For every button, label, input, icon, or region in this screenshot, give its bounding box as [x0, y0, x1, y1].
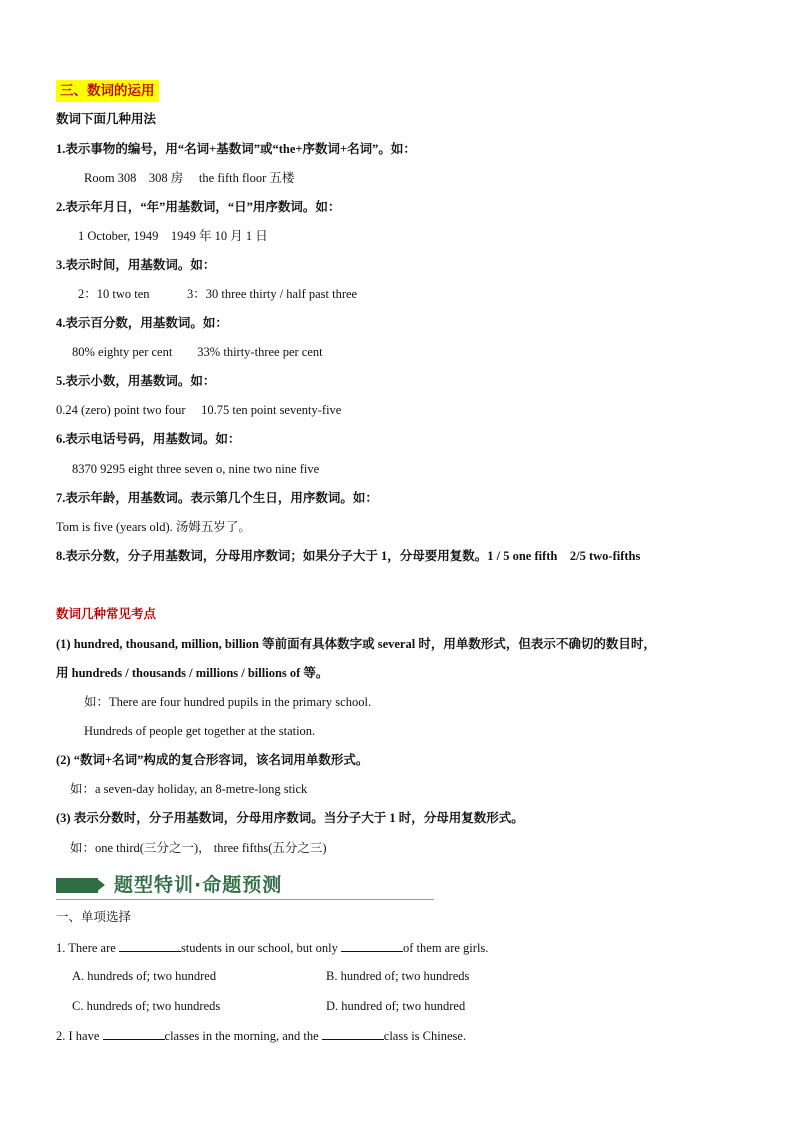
section-banner	[56, 872, 434, 902]
question-1-option-b[interactable]: B. hundred of; two hundreds	[326, 969, 470, 983]
section-title: 三、数词的运用	[56, 80, 159, 102]
question-1-option-a[interactable]: A. hundreds of; two hundred	[72, 969, 217, 983]
usage-5-example: 0.24 (zero) point two four 10.75 ten point seventy-five	[56, 403, 342, 417]
usage-6-title: 6.表示电话号码，用基数词。如：	[56, 432, 241, 446]
usage-1-title: 1.表示事物的编号，用“名词+基数词”或“the+序数词+名词”。如：	[56, 142, 416, 156]
answer-blank[interactable]	[119, 939, 181, 952]
question-2-part-b: classes in the morning, and the	[164, 1029, 322, 1043]
answer-blank[interactable]	[103, 1027, 165, 1040]
banner-bar	[56, 878, 98, 893]
usage-4-example: 80% eighty per cent 33% thirty-three per cent	[72, 345, 323, 359]
banner-chevron	[96, 878, 105, 892]
usage-3-title: 3.表示时间，用基数词。如：	[56, 258, 216, 272]
question-2	[56, 1027, 466, 1044]
usage-4-title: 4.表示百分数，用基数词。如：	[56, 316, 228, 330]
question-1-part-a: 1. There are	[56, 941, 119, 955]
banner-rule	[56, 899, 434, 900]
answer-blank[interactable]	[341, 939, 403, 952]
usage-7-title: 7.表示年龄，用基数词。表示第几个生日，用序数词。如：	[56, 491, 378, 505]
question-2-part-a: 2. I have	[56, 1029, 103, 1043]
banner-title: 题型特训·命题预测	[114, 874, 283, 896]
point-1-example-1: 如：There are four hundred pupils in the primary school.	[84, 695, 372, 709]
question-1-part-b: students in our school, but only	[180, 941, 342, 955]
usage-8-title: 8.表示分数，分子用基数词，分母用序数词；如果分子大于 1，分母要用复数。1 / 5 one fifth 2/5 two-fifths	[56, 549, 641, 563]
point-1-example-2: Hundreds of people get together at the station.	[84, 724, 316, 738]
usage-heading: 数词下面几种用法	[56, 112, 157, 126]
usage-7-example: Tom is five (years old). 汤姆五岁了。	[56, 520, 251, 534]
usage-2-title: 2.表示年月日，“年”用基数词，“日”用序数词。如：	[56, 200, 341, 214]
question-1-option-c[interactable]: C. hundreds of; two hundreds	[72, 999, 221, 1013]
question-1	[56, 939, 488, 956]
usage-2-example: 1 October, 1949 1949 年 10 月 1 日	[78, 229, 268, 243]
point-3: (3) 表示分数时，分子用基数词，分母用序数词。当分子大于 1 时，分母用复数形式。	[56, 811, 524, 825]
kaodian-heading: 数词几种常见考点	[56, 607, 157, 621]
usage-1-example: Room 308 308 房 the fifth floor 五楼	[84, 171, 295, 185]
question-2-part-c: class is Chinese.	[383, 1029, 467, 1043]
question-1-option-d[interactable]: D. hundred of; two hundred	[326, 999, 466, 1013]
point-3-example: 如：one third(三分之一)， three fifths(五分之三)	[70, 841, 327, 855]
point-1-line-2: 用 hundreds / thousands / millions / billions of 等。	[56, 666, 329, 680]
point-2-example: 如：a seven-day holiday, an 8-metre-long stick	[70, 782, 308, 796]
usage-3-example: 2：10 two ten 3：30 three thirty / half past three	[78, 287, 358, 301]
point-2: (2) “数词+名词”构成的复合形容词，该名词用单数形式。	[56, 753, 369, 767]
exercise-heading: 一、单项选择	[56, 910, 132, 924]
usage-5-title: 5.表示小数，用基数词。如：	[56, 374, 216, 388]
answer-blank[interactable]	[322, 1027, 384, 1040]
point-1-line-1: (1) hundred, thousand, million, billion 等前面有具体数字或 several 时，用单数形式，但表示不确切的数目时，	[56, 637, 656, 651]
usage-6-example: 8370 9295 eight three seven o, nine two nine five	[72, 462, 320, 476]
question-1-part-c: of them are girls.	[403, 941, 489, 955]
